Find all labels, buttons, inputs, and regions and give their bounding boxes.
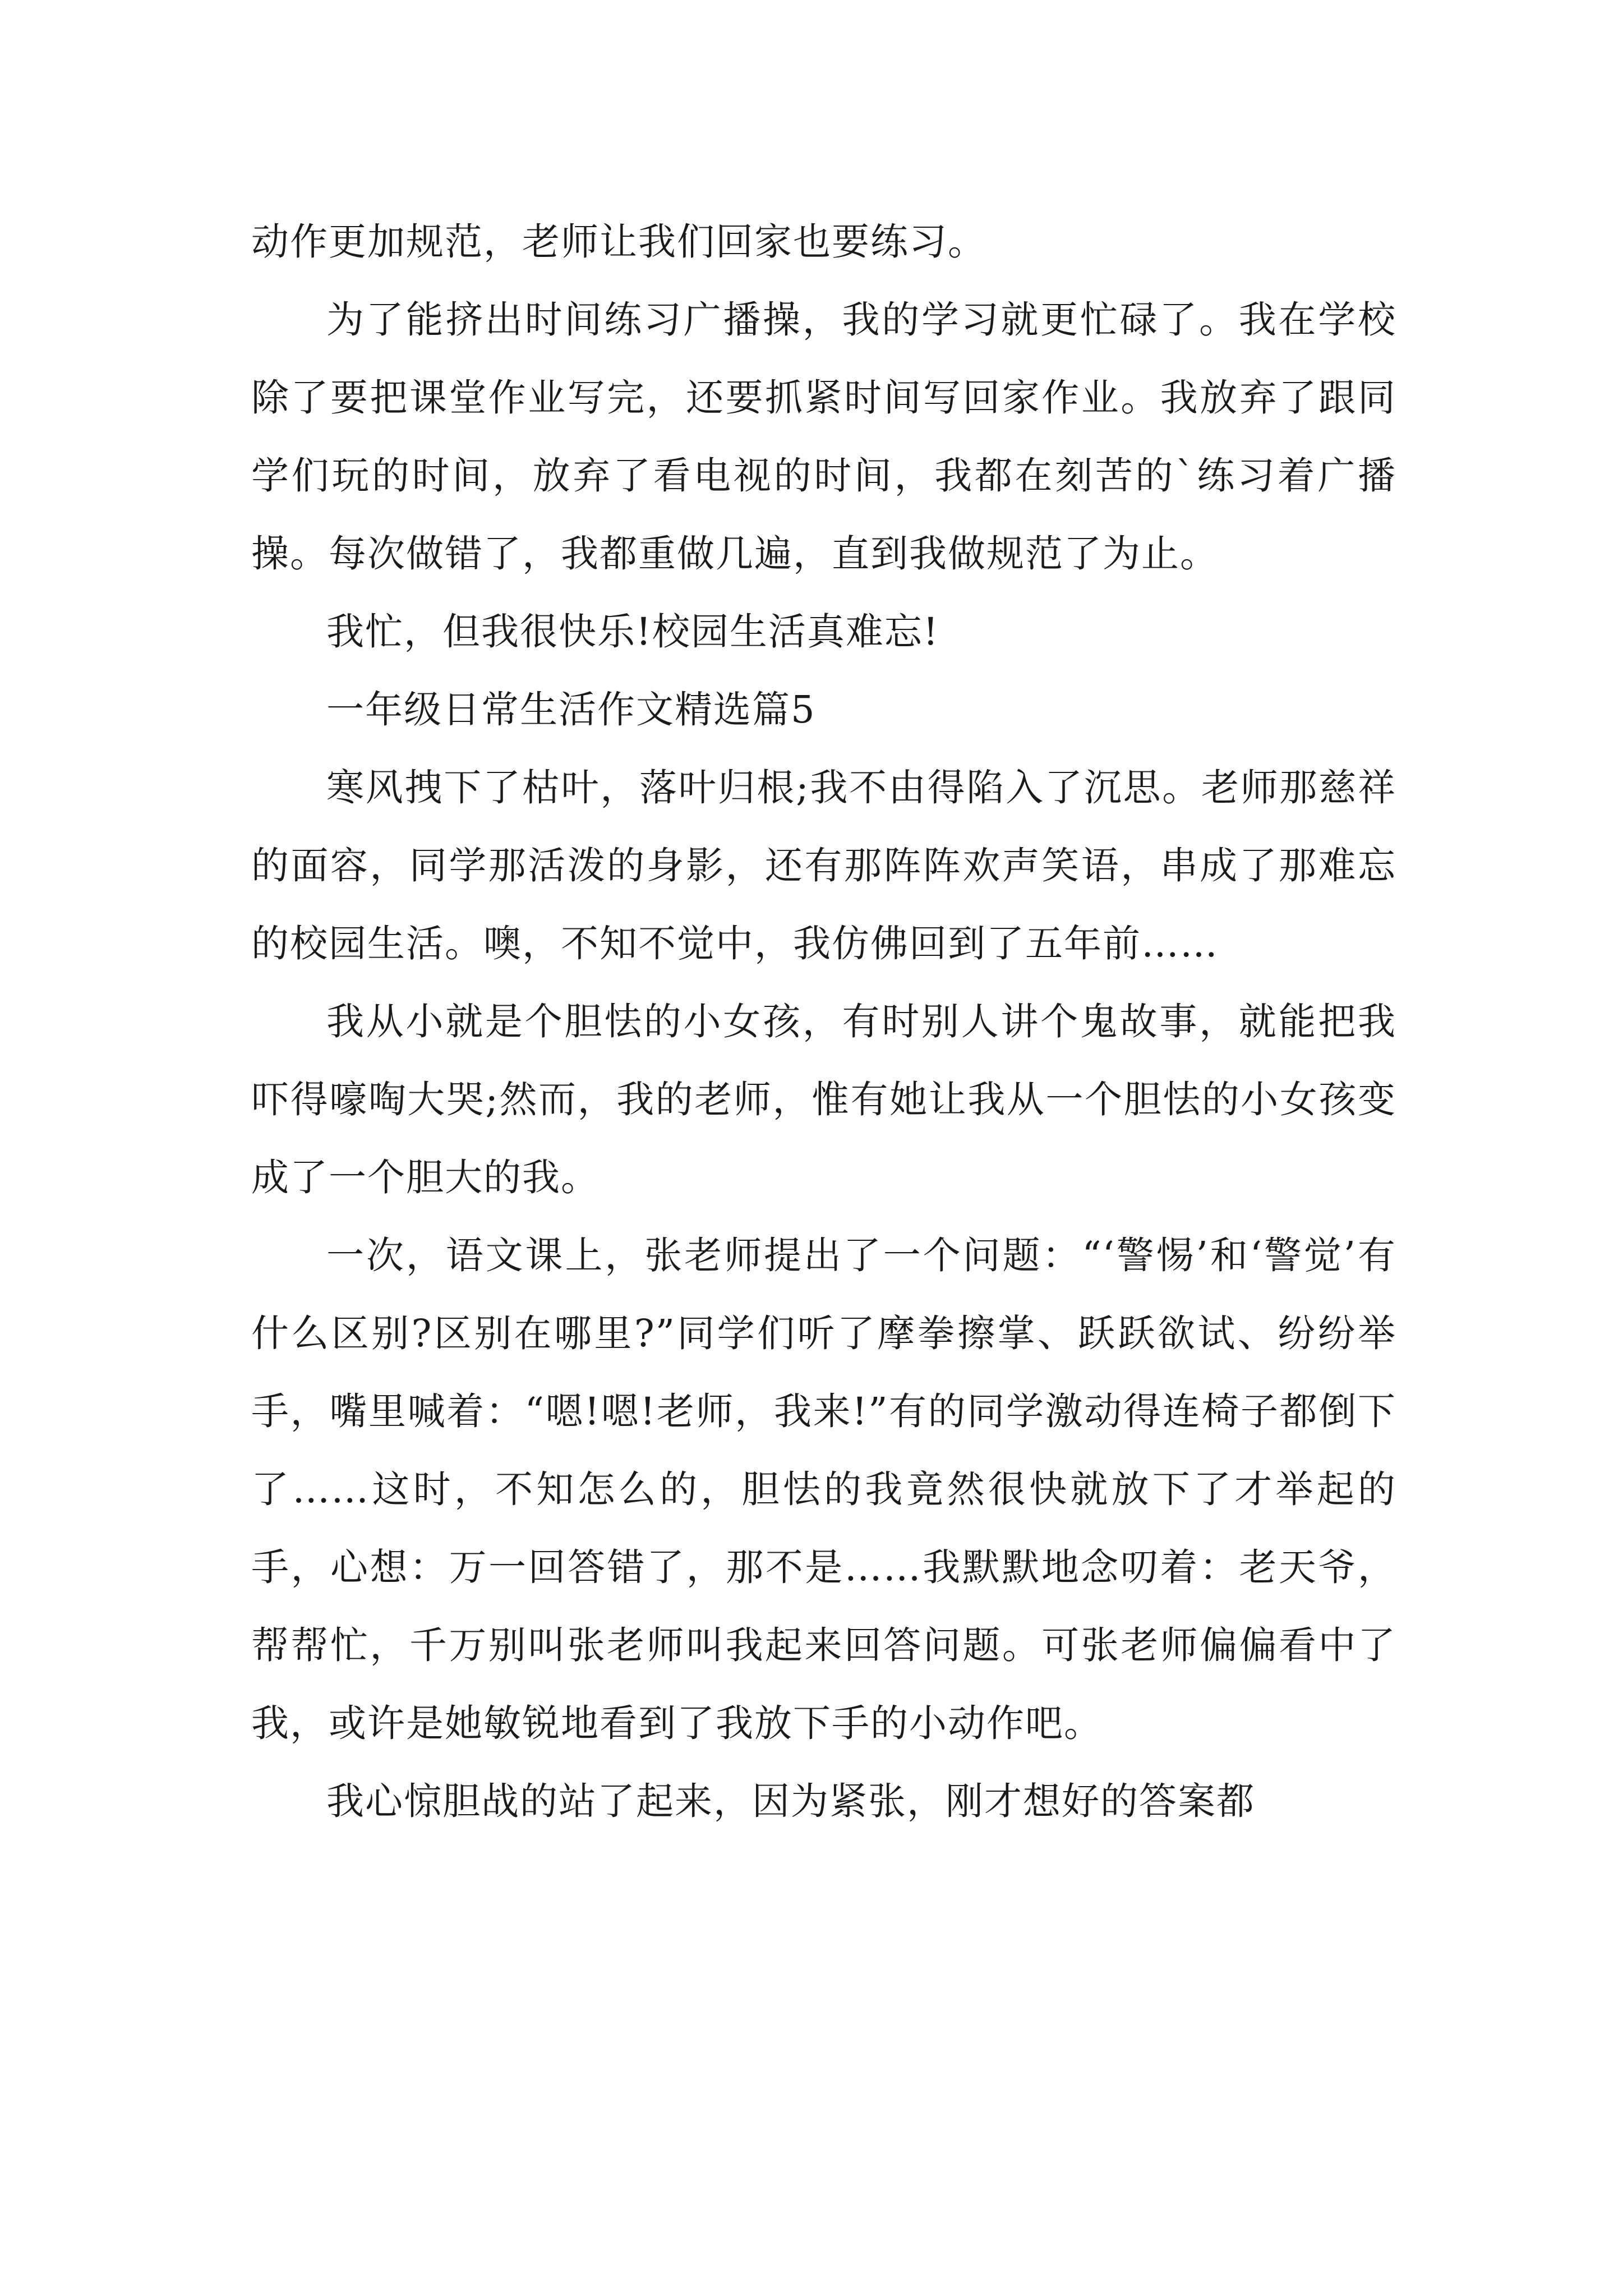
- section-heading: 一年级日常生活作文精选篇5: [326, 688, 816, 731]
- paragraph-3: 我忙，但我很快乐!校园生活真难忘!: [326, 610, 939, 654]
- paragraph-7: 一次，语文课上，张老师提出了一个问题：“‘警惕’和‘警觉’有什么区别?区别在哪里?”同学们听了摩拳擦掌、跃跃欲试、纷纷举手，嘴里喊着：“嗯!嗯!老师，我来!”有的同学激动得连椅子都倒下了……这时，不知怎么的，胆怯的我竟然很快就放下了才举起的手，心想：万一回答错了，那不是……我默默地念叨着：老天爷，帮帮忙，千万别叫张老师叫我起来回答问题。可张老师偏偏看中了我，或许是她敏锐地看到了我放下手的小动作吧。: [251, 1234, 1396, 1745]
- paragraph-2: 为了能挤出时间练习广播操，我的学习就更忙碌了。我在学校除了要把课堂作业写完，还要抓紧时间写回家作业。我放弃了跟同学们玩的时间，放弃了看电视的时间，我都在刻苦的`练习着广播操。每次做错了，我都重做几遍，直到我做规范了为止。: [251, 298, 1396, 576]
- paragraph-6: 我从小就是个胆怯的小女孩，有时别人讲个鬼故事，就能把我吓得嚎啕大哭;然而，我的老师，惟有她让我从一个胆怯的小女孩变成了一个胆大的我。: [251, 1000, 1396, 1199]
- paragraph-1: 动作更加规范，老师让我们回家也要练习。: [251, 220, 986, 264]
- paragraph-8: 我心惊胆战的站了起来，因为紧张，刚才想好的答案都: [326, 1779, 1255, 1823]
- document-body: [251, 203, 1396, 1841]
- paragraph-5: 寒风拽下了枯叶，落叶归根;我不由得陷入了沉思。老师那慈祥的面容，同学那活泼的身影，还有那阵阵欢声笑语，串成了那难忘的校园生活。噢，不知不觉中，我仿佛回到了五年前……: [251, 766, 1396, 965]
